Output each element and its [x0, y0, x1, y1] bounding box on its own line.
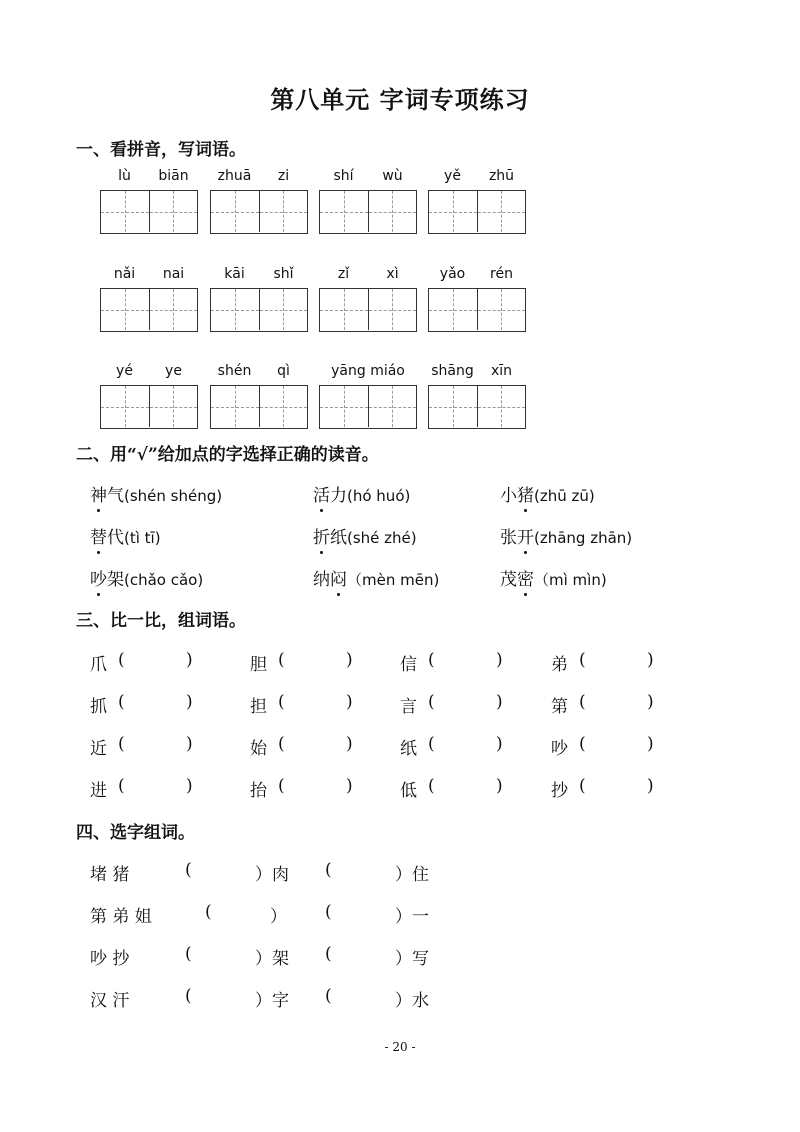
compare-item [250, 734, 353, 759]
pinyin-label [428, 266, 526, 286]
pinyin-label [100, 363, 198, 383]
answer-blank-open[interactable]: ( [185, 860, 192, 880]
writing-box[interactable] [428, 190, 526, 234]
answer-blank-open[interactable]: ( [325, 944, 332, 964]
compare-item [90, 734, 193, 759]
pinyin-syllable: nai [162, 266, 185, 282]
reading-item [90, 565, 203, 590]
answer-blank-open[interactable]: ( [428, 692, 435, 712]
pinyin-syllable: ye [165, 363, 182, 379]
compare-item [551, 734, 654, 759]
reading-options[interactable]: (chǎo cǎo) [124, 571, 204, 589]
pinyin-label [319, 363, 417, 383]
answer-blank-open[interactable]: ( [579, 650, 586, 670]
reading-options[interactable]: (hó huó) [347, 487, 411, 505]
writing-box[interactable] [210, 288, 308, 332]
compare-char: 胆 [250, 655, 267, 675]
pinyin-row [100, 363, 540, 443]
pinyin-syllable: zǐ [337, 266, 350, 282]
word-group [210, 363, 308, 443]
compare-char: 抬 [250, 781, 267, 801]
compare-char: 抄 [551, 781, 568, 801]
tianzige-cell[interactable] [150, 289, 198, 330]
word-char: 张 [500, 528, 517, 548]
word-char: 闷 [330, 570, 347, 590]
tianzige-cell[interactable] [320, 289, 369, 330]
writing-box[interactable] [210, 385, 308, 429]
writing-box[interactable] [319, 190, 417, 234]
tianzige-cell[interactable] [211, 386, 260, 427]
answer-blank-close[interactable]: ) [647, 692, 654, 712]
answer-blank-open[interactable]: ( [118, 734, 125, 754]
compare-item [400, 692, 503, 717]
word-group [319, 168, 417, 248]
answer-blank-close[interactable]: ) [186, 650, 193, 670]
pinyin-syllable: nǎi [113, 266, 136, 282]
answer-blank-open[interactable]: ( [579, 692, 586, 712]
word-char: 代 [107, 528, 124, 548]
tianzige-cell[interactable] [211, 289, 260, 330]
reading-options[interactable]: (tì tī) [124, 529, 161, 547]
answer-blank-close[interactable]: ) [186, 692, 193, 712]
answer-blank-close[interactable]: ) [647, 734, 654, 754]
compare-char: 弟 [551, 655, 568, 675]
tianzige-cell[interactable] [260, 191, 308, 232]
word-group [428, 168, 526, 248]
answer-blank-open[interactable]: ( [278, 734, 285, 754]
pinyin-syllable: lù [118, 168, 131, 184]
answer-blank-open[interactable]: ( [428, 776, 435, 796]
word-char: 开 [517, 528, 534, 548]
word-char: 折 [313, 528, 330, 548]
answer-blank-close[interactable]: ) [496, 650, 503, 670]
writing-box[interactable] [210, 190, 308, 234]
word-group [100, 363, 198, 443]
word-char: 神 [90, 486, 107, 506]
select-chars: 堵 猪 [90, 865, 130, 885]
blank-suffix: ）水 [395, 991, 429, 1011]
reading-options[interactable]: (zhāng zhān) [534, 529, 633, 547]
pinyin-syllable: shāng [431, 363, 474, 379]
compare-char: 言 [400, 697, 417, 717]
word-group [428, 266, 526, 346]
answer-blank-open[interactable]: ( [428, 734, 435, 754]
word-char: 纸 [330, 528, 347, 548]
reading-options[interactable]: (shén shéng) [124, 487, 223, 505]
reading-options[interactable]: (zhū zū) [534, 487, 595, 505]
compare-item [551, 776, 654, 801]
pinyin-syllable: shí [333, 168, 354, 184]
answer-blank-close[interactable]: ) [346, 734, 353, 754]
word-group [100, 266, 198, 346]
writing-box[interactable] [428, 288, 526, 332]
reading-item [500, 481, 595, 506]
tianzige-cell[interactable] [101, 386, 150, 427]
blank-suffix: ）住 [395, 865, 429, 885]
answer-blank-close[interactable]: ) [496, 776, 503, 796]
pinyin-syllable: zi [277, 168, 290, 184]
word-char: 气 [107, 486, 124, 506]
answer-blank-close[interactable]: ) [346, 776, 353, 796]
word-char: 活 [313, 486, 330, 506]
pinyin-label [100, 266, 198, 286]
answer-blank-open[interactable]: ( [428, 650, 435, 670]
writing-box[interactable] [428, 385, 526, 429]
pinyin-syllable: rén [490, 266, 513, 282]
answer-blank-open[interactable]: ( [278, 692, 285, 712]
pinyin-syllable: qì [277, 363, 290, 379]
compare-item [551, 650, 654, 675]
select-chars: 第 弟 姐 [90, 907, 152, 927]
tianzige-cell[interactable] [369, 191, 417, 232]
section-heading-4: 四、选字组词。 [76, 823, 195, 843]
answer-blank-close[interactable]: ) [346, 650, 353, 670]
answer-blank-open[interactable]: ( [579, 776, 586, 796]
writing-box[interactable] [319, 288, 417, 332]
pinyin-syllable: yǎo [439, 266, 466, 282]
answer-blank-close[interactable]: ) [647, 776, 654, 796]
answer-blank-close[interactable]: ) [186, 734, 193, 754]
tianzige-cell[interactable] [369, 289, 417, 330]
compare-item [250, 650, 353, 675]
page-number: - 20 - [384, 1040, 416, 1054]
word-char: 架 [107, 570, 124, 590]
answer-blank-open[interactable]: ( [325, 902, 332, 922]
answer-blank-open[interactable]: ( [118, 692, 125, 712]
word-char: 力 [330, 486, 347, 506]
pinyin-syllable: yě [444, 168, 461, 184]
compare-item [90, 692, 193, 717]
reading-item [500, 565, 607, 590]
select-chars: 汉 汗 [90, 991, 130, 1011]
blank-suffix: ）架 [255, 949, 289, 969]
compare-char: 爪 [90, 655, 107, 675]
reading-options[interactable]: （mèn mēn) [347, 571, 440, 589]
word-group [319, 266, 417, 346]
pinyin-label [428, 168, 526, 188]
compare-item [90, 650, 193, 675]
pinyin-syllable: zhū [488, 168, 515, 184]
tianzige-cell[interactable] [260, 386, 308, 427]
tianzige-cell[interactable] [150, 386, 198, 427]
answer-blank-close[interactable]: ) [186, 776, 193, 796]
word-group [100, 168, 198, 248]
answer-blank-open[interactable]: ( [118, 776, 125, 796]
reading-options[interactable]: （mì mìn) [534, 571, 607, 589]
word-char: 小 [500, 486, 517, 506]
writing-box[interactable] [100, 288, 198, 332]
tianzige-cell[interactable] [101, 191, 150, 232]
word-char: 茂 [500, 570, 517, 590]
tianzige-cell[interactable] [478, 289, 526, 330]
pinyin-syllable: shǐ [273, 266, 294, 282]
word-char: 纳 [313, 570, 330, 590]
word-char: 吵 [90, 570, 107, 590]
tianzige-cell[interactable] [211, 191, 260, 232]
compare-item [400, 734, 503, 759]
pinyin-label [210, 168, 308, 188]
tianzige-cell[interactable] [260, 289, 308, 330]
pinyin-label [319, 266, 417, 286]
reading-item [313, 565, 439, 590]
answer-blank-open[interactable]: ( [185, 944, 192, 964]
compare-item [250, 776, 353, 801]
tianzige-cell[interactable] [478, 386, 526, 427]
writing-box[interactable] [100, 385, 198, 429]
word-char: 替 [90, 528, 107, 548]
reading-item [313, 481, 410, 506]
tianzige-cell[interactable] [320, 191, 369, 232]
compare-item [90, 776, 193, 801]
answer-blank-close[interactable]: ) [496, 734, 503, 754]
compare-char: 抓 [90, 697, 107, 717]
answer-blank-close[interactable]: ) [647, 650, 654, 670]
compare-item [551, 692, 654, 717]
select-chars: 吵 抄 [90, 949, 130, 969]
pinyin-label [319, 168, 417, 188]
pinyin-syllable: xì [386, 266, 399, 282]
compare-char: 始 [250, 739, 267, 759]
pinyin-syllable: xīn [490, 363, 513, 379]
blank-suffix: ）字 [255, 991, 289, 1011]
pinyin-syllable: shén [217, 363, 252, 379]
tianzige-cell[interactable] [429, 386, 478, 427]
tianzige-cell[interactable] [429, 191, 478, 232]
answer-blank-open[interactable]: ( [278, 776, 285, 796]
word-char: 密 [517, 570, 534, 590]
reading-options[interactable]: (shé zhé) [347, 529, 417, 547]
compare-char: 进 [90, 781, 107, 801]
tianzige-cell[interactable] [429, 289, 478, 330]
tianzige-cell[interactable] [369, 386, 417, 427]
compare-char: 纸 [400, 739, 417, 759]
page-title: 第八单元 字词专项练习 [270, 85, 530, 114]
reading-item [90, 523, 161, 548]
section-heading-3: 三、比一比，组词语。 [76, 611, 246, 631]
reading-item [500, 523, 632, 548]
word-group [319, 363, 417, 443]
compare-char: 吵 [551, 739, 568, 759]
reading-item [313, 523, 417, 548]
word-group [428, 363, 526, 443]
pinyin-label [210, 363, 308, 383]
blank-suffix: ）肉 [255, 865, 289, 885]
compare-item [400, 776, 503, 801]
pinyin-syllable: wù [382, 168, 403, 184]
reading-item [90, 481, 222, 506]
compare-char: 担 [250, 697, 267, 717]
pinyin-syllable: yāng miáo [331, 363, 405, 379]
pinyin-row [100, 168, 540, 248]
answer-blank-open[interactable]: ( [579, 734, 586, 754]
pinyin-label [210, 266, 308, 286]
compare-item [400, 650, 503, 675]
tianzige-cell[interactable] [150, 191, 198, 232]
compare-item [250, 692, 353, 717]
word-group [210, 266, 308, 346]
compare-char: 低 [400, 781, 417, 801]
answer-blank-open[interactable]: ( [185, 986, 192, 1006]
section-heading-1: 一、看拼音，写词语。 [76, 140, 246, 160]
word-char: 猪 [517, 486, 534, 506]
blank-suffix: ）一 [395, 907, 429, 927]
pinyin-syllable: biān [158, 168, 189, 184]
blank-suffix: ） [270, 907, 287, 927]
word-group [210, 168, 308, 248]
pinyin-syllable: yé [116, 363, 133, 379]
section-heading-2: 二、用“√”给加点的字选择正确的读音。 [76, 445, 379, 465]
pinyin-label [100, 168, 198, 188]
pinyin-syllable: kāi [224, 266, 245, 282]
answer-blank-open[interactable]: ( [325, 986, 332, 1006]
pinyin-row [100, 266, 540, 346]
pinyin-label [428, 363, 526, 383]
blank-suffix: ）写 [395, 949, 429, 969]
pinyin-syllable: zhuā [217, 168, 252, 184]
answer-blank-open[interactable]: ( [118, 650, 125, 670]
tianzige-cell[interactable] [320, 386, 369, 427]
answer-blank-open[interactable]: ( [325, 860, 332, 880]
writing-box[interactable] [319, 385, 417, 429]
answer-blank-close[interactable]: ) [346, 692, 353, 712]
tianzige-cell[interactable] [101, 289, 150, 330]
compare-char: 第 [551, 697, 568, 717]
answer-blank-close[interactable]: ) [496, 692, 503, 712]
compare-char: 近 [90, 739, 107, 759]
compare-char: 信 [400, 655, 417, 675]
tianzige-cell[interactable] [478, 191, 526, 232]
writing-box[interactable] [100, 190, 198, 234]
answer-blank-open[interactable]: ( [205, 902, 212, 922]
answer-blank-open[interactable]: ( [278, 650, 285, 670]
